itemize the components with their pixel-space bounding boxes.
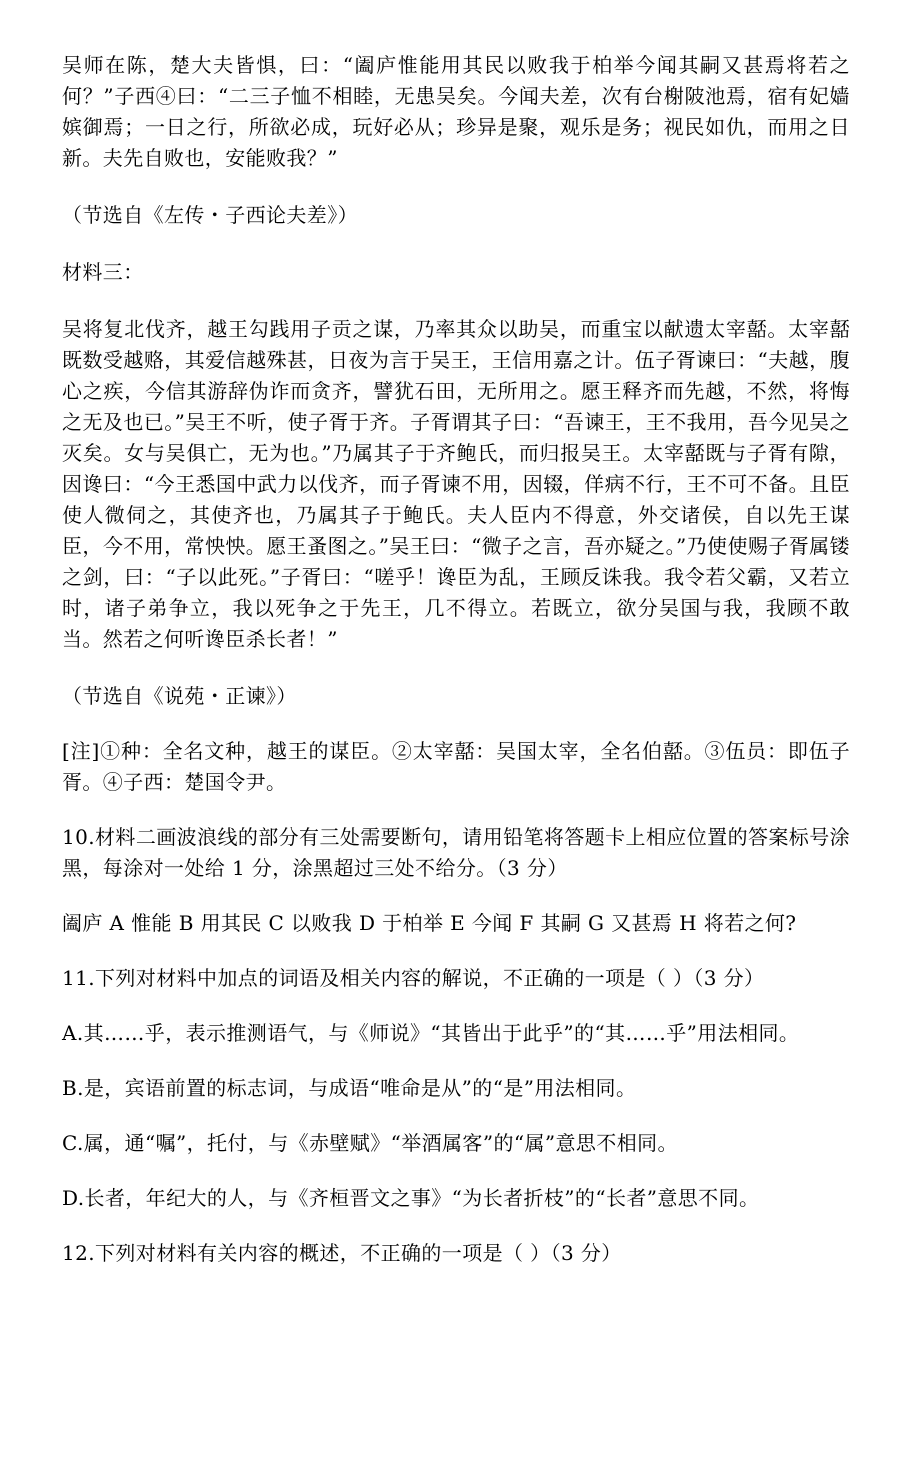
passage-three: 吴将复北伐齐，越王勾践用子贡之谋，乃率其众以助吴，而重宝以献遗太宰嚭。太宰嚭既数受越赂，其爱信越殊甚，日夜为言于吴王，王信用嘉之计。伍子胥谏曰：“夫越，腹心之疾，今信其游辞伪诈而贪齐，譬犹石田，无所用之。愿王释齐而先越，不然，将悔之无及也已。”吴王不听，使子胥于齐。子胥谓其子曰：“吾谏王，王不我用，吾今见吴之灭矣。女与吴俱亡，无为也。”乃属其子于齐鲍氏，而归报吴王。太宰嚭既与子胥有隙，因谗曰：“今王悉国中武力以伐齐，而子胥谏不用，因辍，佯病不行，王不可不备。且臣使人微伺之，其使齐也，乃属其子于鲍氏。夫人臣内不得意，外交诸侯，自以先王谋臣，今不用，常怏怏。愿王蚤图之。”吴王曰：“微子之言，吾亦疑之。”乃使使赐子胥属镂之剑，曰：“子以此死。”子胥曰：“嗟乎！谗臣为乱，王顾反诛我。我令若父霸，又若立时，诸子弟争立，我以死争之于先王，几不得立。若既立，欲分吴国与我，我顾不敢当。然若之何听谗臣杀长者！” xyxy=(62,317,850,651)
annotation-notes: [注]①种：全名文种，越王的谋臣。②太宰嚭：吴国太宰，全名伯嚭。③伍员：即伍子胥。④子西：楚国令尹。 xyxy=(62,739,850,794)
question-11-prompt: 11.下列对材料中加点的词语及相关内容的解说，不正确的一项是（ ）（3 分） xyxy=(62,966,765,990)
question-11-option-a: A.其……乎，表示推测语气，与《师说》“其皆出于此乎”的“其……乎”用法相同。 xyxy=(62,1021,800,1045)
question-12-prompt: 12.下列对材料有关内容的概述，不正确的一项是（ ）（3 分） xyxy=(62,1241,622,1265)
source-citation-two: （节选自《左传・子西论夫差》） xyxy=(62,203,358,227)
passage-two-ending: 吴师在陈，楚大夫皆惧，曰：“阖庐惟能用其民以败我于柏举今闻其嗣又甚焉将若之何？”子西④曰：“二三子恤不相睦，无患吴矣。今闻夫差，次有台榭陂池焉，宿有妃嫱嫔御焉；一日之行，所欲必成，玩好必从；珍异是聚，观乐是务；视民如仇，而用之日新。夫先自败也，安能败我？” xyxy=(62,53,850,170)
question-10-prompt: 10.材料二画波浪线的部分有三处需要断句，请用铅笔将答题卡上相应位置的答案标号涂黑，每涂对一处给 1 分，涂黑超过三处不给分。（3 分） xyxy=(62,825,850,880)
material-three-heading: 材料三： xyxy=(62,260,144,284)
question-11-option-b: B.是，宾语前置的标志词，与成语“唯命是从”的“是”用法相同。 xyxy=(62,1076,637,1100)
question-11-option-d: D.长者，年纪大的人，与《齐桓晋文之事》“为长者折枝”的“长者”意思不同。 xyxy=(62,1186,760,1210)
question-10-sentence: 阖庐 A 惟能 B 用其民 C 以败我 D 于柏举 E 今闻 F 其嗣 G 又甚焉 H 将若之何? xyxy=(62,911,797,935)
source-citation-three: （节选自《说苑・正谏》） xyxy=(62,684,297,708)
question-11-option-c: C.属，通“嘱”，托付，与《赤壁赋》“举酒属客”的“属”意思不相同。 xyxy=(62,1131,678,1155)
